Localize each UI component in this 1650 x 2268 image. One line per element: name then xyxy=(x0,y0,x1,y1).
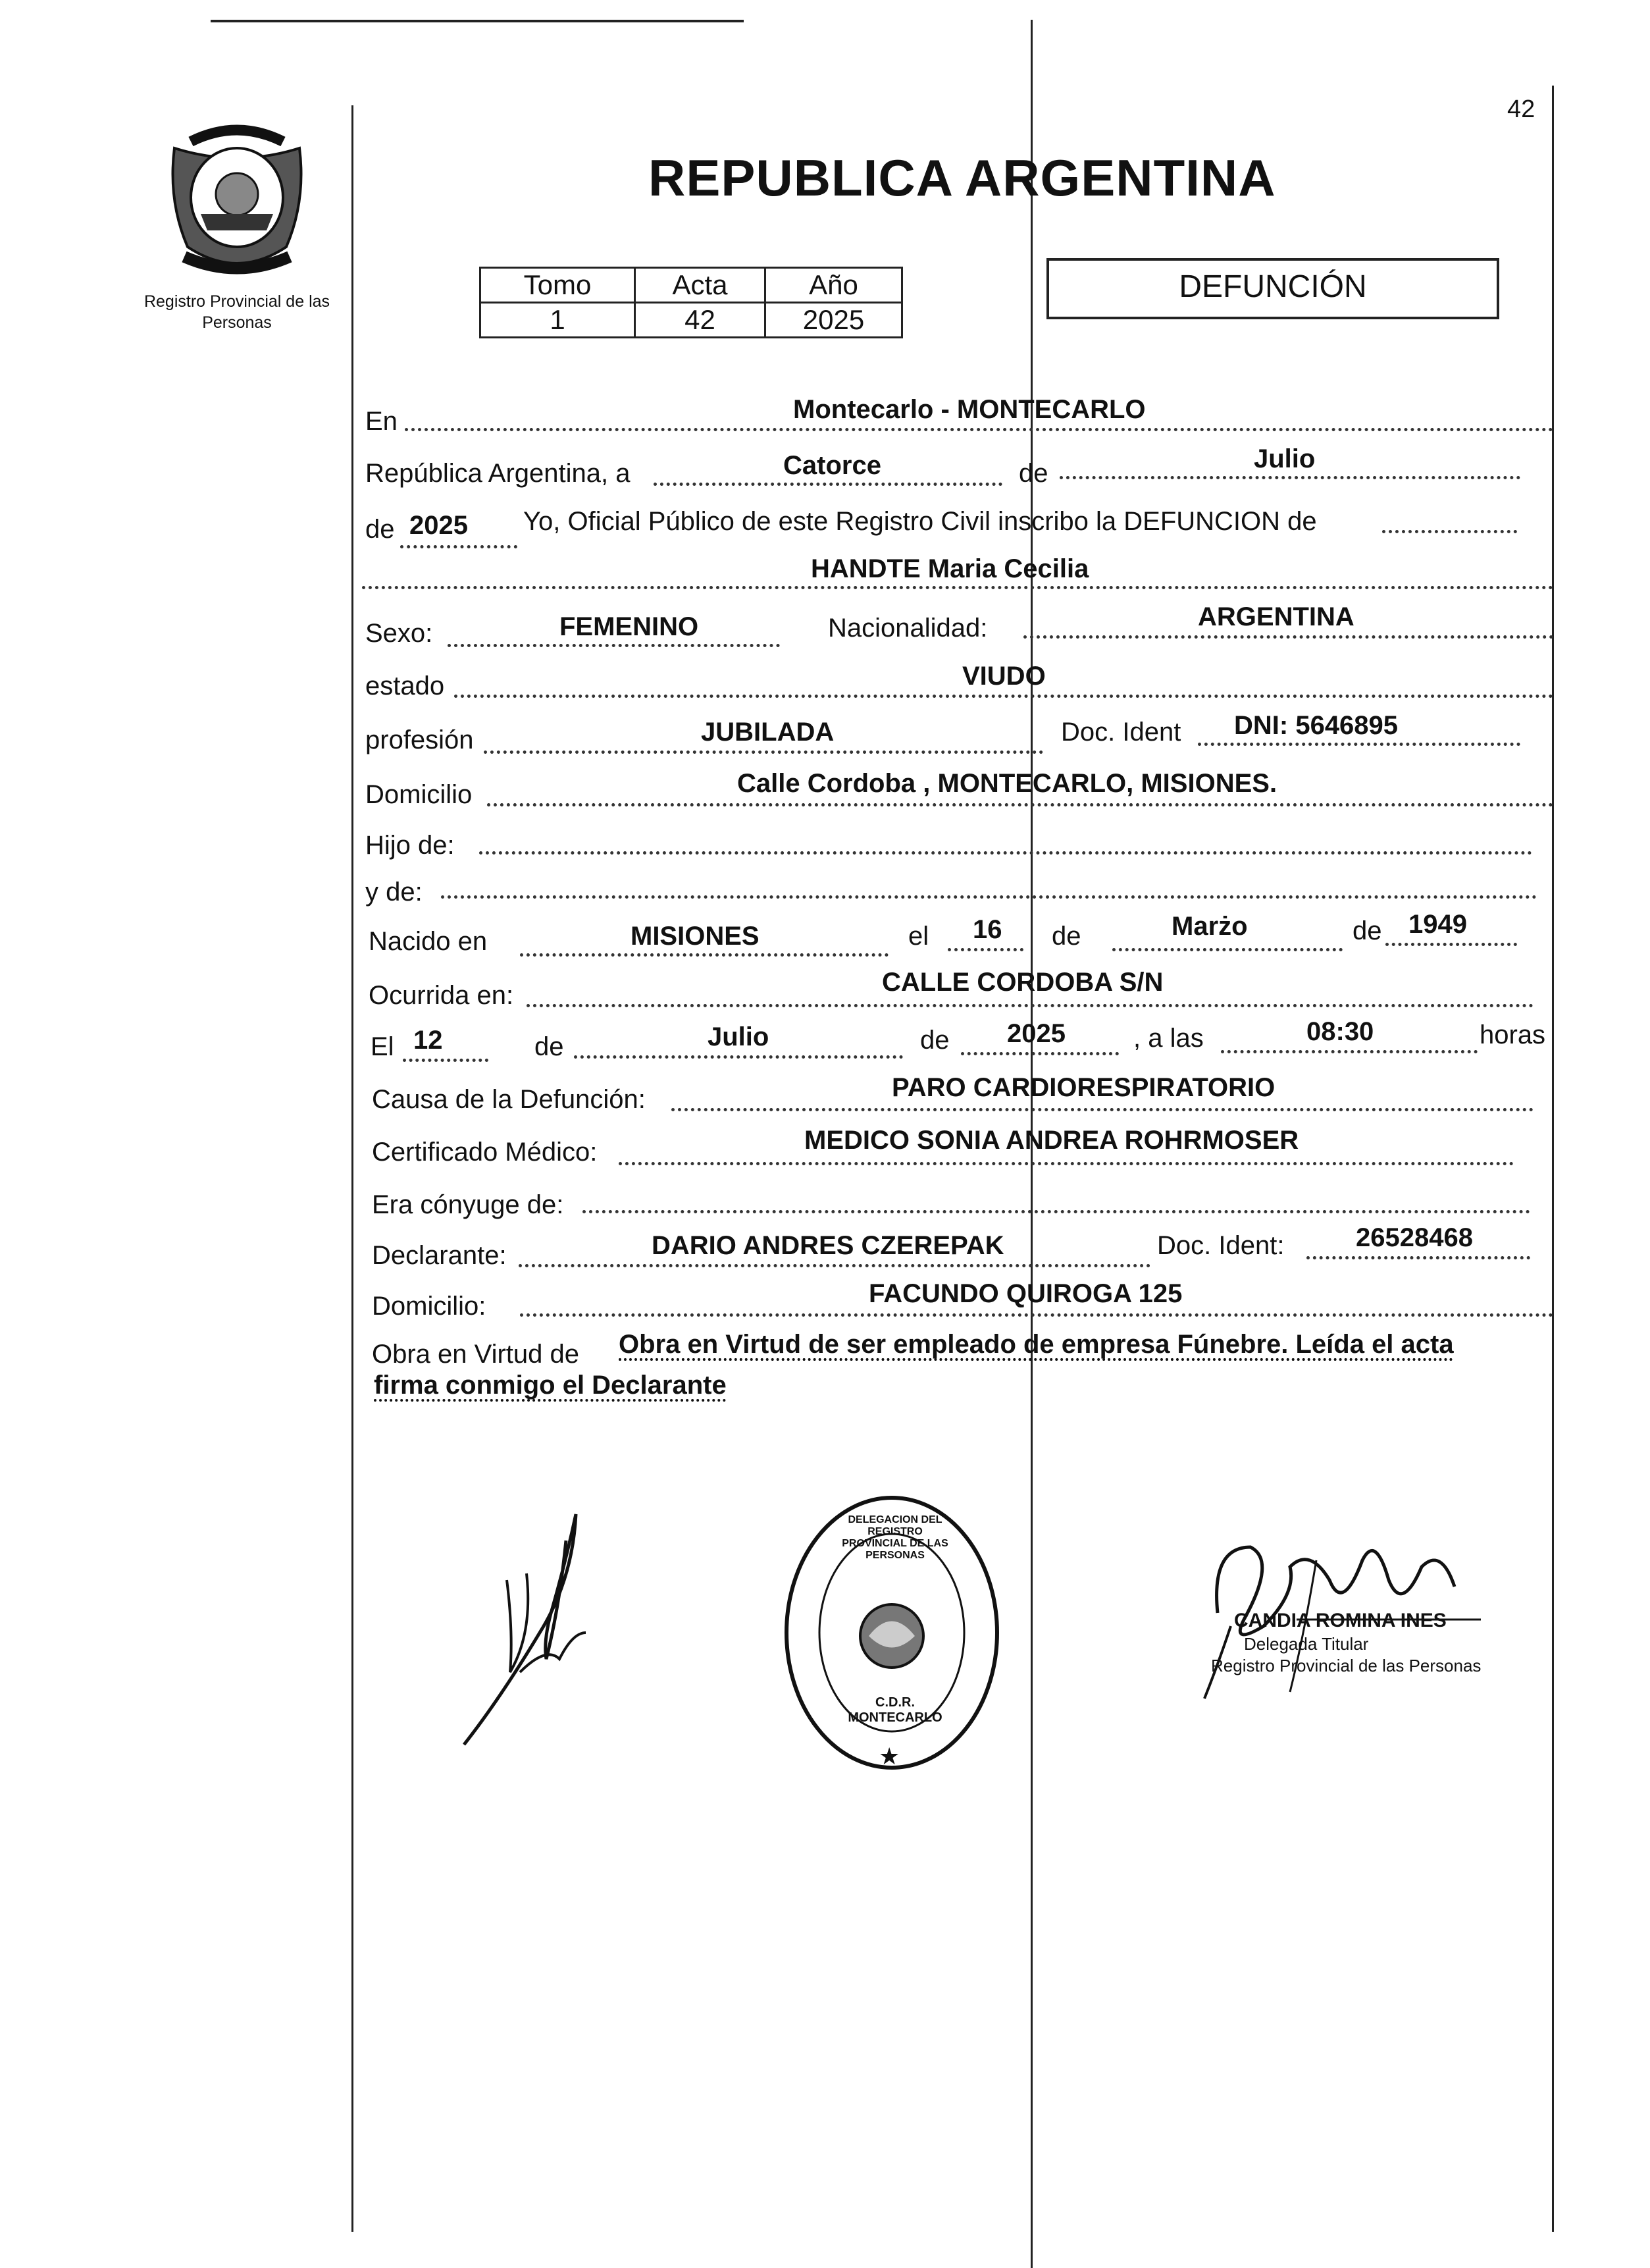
dots-fallec-mes xyxy=(574,1055,903,1059)
label-a-las: , a las xyxy=(1133,1024,1204,1053)
dots-yo-end xyxy=(1382,530,1517,533)
label-certificado: Certificado Médico: xyxy=(372,1138,598,1167)
dots-nac-dia xyxy=(948,948,1023,951)
label-de-3: de xyxy=(1052,922,1081,951)
dots-nacionalidad xyxy=(1023,635,1553,639)
value-localidad: Montecarlo - MONTECARLO xyxy=(793,395,1146,424)
left-margin-line xyxy=(351,105,353,2232)
label-doc-ident-2: Doc. Ident: xyxy=(1157,1231,1285,1260)
value-nac-anio: 1949 xyxy=(1408,910,1467,939)
label-domicilio-2: Domicilio: xyxy=(372,1292,486,1321)
declarant-signature xyxy=(461,1501,632,1751)
value-dni: DNI: 5646895 xyxy=(1234,711,1399,740)
label-nacionalidad: Nacionalidad: xyxy=(828,614,988,643)
dots-dni xyxy=(1198,743,1520,746)
value-domicilio: Calle Cordoba , MONTECARLO, MISIONES. xyxy=(737,769,1277,798)
page-title: REPUBLICA ARGENTINA xyxy=(648,149,1276,207)
dots-nac-mes xyxy=(1112,948,1343,951)
dots-sexo xyxy=(448,644,780,647)
label-hijo-de: Hijo de: xyxy=(365,831,455,860)
label-en: En xyxy=(365,407,398,436)
label-estado: estado xyxy=(365,672,445,700)
dots-declarante-doc xyxy=(1306,1256,1530,1259)
dots-domicilio xyxy=(487,803,1553,806)
label-yo-oficial: Yo, Oficial Público de este Registro Civil inscribo la DEFUNCION de xyxy=(523,507,1317,536)
label-obra: Obra en Virtud de xyxy=(372,1340,580,1369)
value-declarante-doc: 26528468 xyxy=(1356,1223,1473,1252)
dots-nac-anio xyxy=(1385,943,1517,946)
value-nac-dia: 16 xyxy=(973,915,1002,944)
dots-anio xyxy=(400,545,517,548)
value-dia: Catorce xyxy=(783,451,881,480)
value-ocurrida-en: CALLE CORDOBA S/N xyxy=(882,968,1164,997)
provincial-seal-icon xyxy=(161,122,313,280)
dots-declarante-domicilio xyxy=(520,1313,1553,1317)
top-scan-line xyxy=(211,20,744,22)
label-nacido-en: Nacido en xyxy=(369,927,488,956)
dots-certificado xyxy=(619,1162,1514,1165)
value-anio: 2025 xyxy=(409,511,468,540)
label-declarante: Declarante: xyxy=(372,1241,507,1270)
value-fallec-dia: 12 xyxy=(413,1026,443,1055)
label-y-de: y de: xyxy=(365,878,423,907)
value-nac-mes: Marżo xyxy=(1172,912,1248,941)
ref-value-tomo: 1 xyxy=(480,303,635,338)
dots-profesion xyxy=(484,751,1043,754)
label-causa: Causa de la Defunción: xyxy=(372,1085,646,1114)
dots-nombre xyxy=(362,586,1553,589)
dots-localidad xyxy=(405,428,1553,431)
stamp-outer-text: DELEGACION DEL REGISTRO PROVINCIAL DE LAS PERSONAS xyxy=(842,1514,948,1561)
registry-name: Registro Provincial de las Personas xyxy=(143,292,330,332)
value-causa: PARO CARDIORESPIRATORIO xyxy=(892,1073,1276,1102)
label-horas: horas xyxy=(1480,1020,1546,1049)
dots-ocurrida-en xyxy=(527,1004,1534,1007)
label-de-2: de xyxy=(365,515,395,544)
dots-estado xyxy=(454,695,1553,698)
dots-fallec-anio xyxy=(961,1052,1119,1055)
dots-declarante xyxy=(519,1264,1150,1267)
right-margin-line xyxy=(1552,86,1554,2232)
ref-header-tomo: Tomo xyxy=(480,268,635,303)
label-el-cap: El xyxy=(371,1032,394,1061)
dots-hijo-de xyxy=(479,851,1532,855)
dots-dia xyxy=(654,483,1002,486)
label-sexo: Sexo: xyxy=(365,619,433,648)
value-obra-linea-1: Obra en Virtud de ser empleado de empresa Fúnebre. Leída el acta xyxy=(619,1330,1454,1359)
value-nacido-en: MISIONES xyxy=(631,922,760,951)
value-nombre: HANDTE Maria Cecilia xyxy=(811,554,1089,583)
value-fallec-mes: Julio xyxy=(708,1022,769,1051)
ref-value-anio: 2025 xyxy=(765,303,902,338)
label-domicilio: Domicilio xyxy=(365,780,473,809)
value-declarante: DARIO ANDRES CZEREPAK xyxy=(652,1231,1004,1260)
official-role: Delegada Titular xyxy=(1244,1634,1369,1654)
official-registry: Registro Provincial de las Personas xyxy=(1211,1656,1482,1675)
label-de-5: de xyxy=(534,1032,564,1061)
official-name: CANDIA ROMINA INES xyxy=(1234,1610,1447,1631)
document-type-box: DEFUNCIÓN xyxy=(1046,258,1499,319)
dots-causa xyxy=(671,1108,1534,1111)
ref-value-acta: 42 xyxy=(635,303,765,338)
label-doc-ident: Doc. Ident xyxy=(1061,718,1181,747)
value-hora: 08:30 xyxy=(1306,1017,1374,1046)
dots-hora xyxy=(1221,1050,1478,1053)
dots-y-de xyxy=(441,895,1537,899)
dots-mes xyxy=(1060,476,1520,479)
label-de-1: de xyxy=(1019,459,1048,488)
dots-nacido-en xyxy=(520,953,889,957)
label-de-4: de xyxy=(1353,916,1382,945)
label-de-6: de xyxy=(920,1026,950,1055)
label-el: el xyxy=(908,922,929,951)
label-ocurrida-en: Ocurrida en: xyxy=(369,981,514,1010)
ref-header-anio: Año xyxy=(765,268,902,303)
label-profesion: profesión xyxy=(365,725,474,754)
value-nacionalidad: ARGENTINA xyxy=(1198,602,1354,631)
value-mes: Julio xyxy=(1254,444,1316,473)
value-certificado: MEDICO SONIA ANDREA ROHRMOSER xyxy=(804,1126,1299,1155)
value-sexo: FEMENINO xyxy=(559,612,699,641)
value-obra-linea-2: firma conmigo el Declarante xyxy=(374,1371,727,1400)
value-profesion: JUBILADA xyxy=(701,718,835,747)
label-conyuge: Era cónyuge de: xyxy=(372,1190,564,1219)
value-fallec-anio: 2025 xyxy=(1007,1019,1066,1048)
value-estado: VIUDO xyxy=(962,662,1046,691)
stamp-inner-text: C.D.R. MONTECARLO xyxy=(848,1695,942,1725)
value-declarante-domicilio: FACUNDO QUIROGA 125 xyxy=(869,1279,1183,1308)
svg-text:★: ★ xyxy=(879,1743,900,1770)
dots-fallec-dia xyxy=(403,1059,488,1062)
label-republica: República Argentina, a xyxy=(365,459,631,488)
reference-table xyxy=(479,267,903,338)
page-number: 42 xyxy=(1507,95,1535,123)
ref-header-acta: Acta xyxy=(635,268,765,303)
dots-conyuge xyxy=(582,1210,1530,1213)
